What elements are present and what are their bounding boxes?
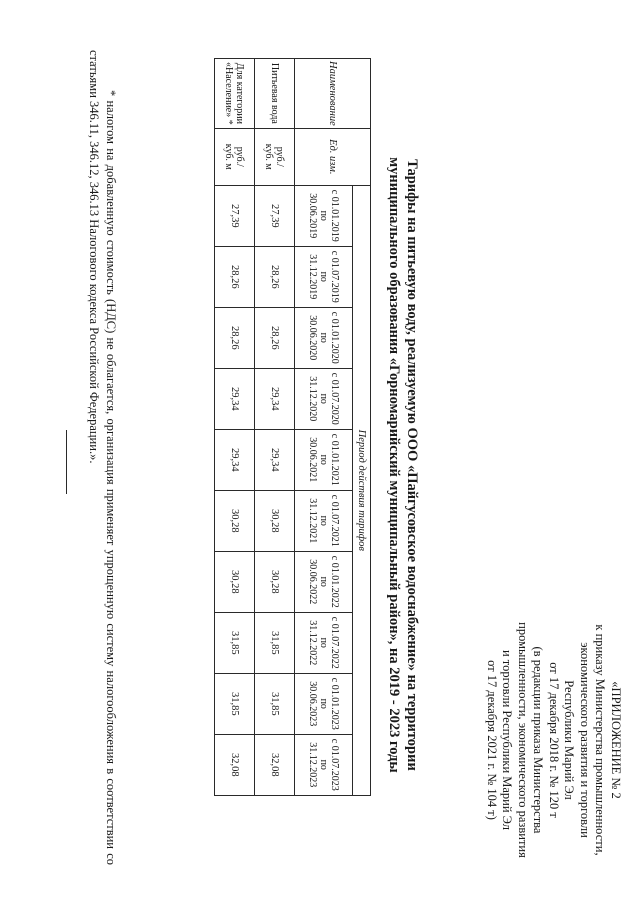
appendix-line: промышленности, экономического развития: [516, 622, 530, 858]
tariff-value: 31,85: [215, 612, 255, 673]
period-cell: с 01.01.2022 по 30.06.2022: [295, 551, 353, 612]
tariff-value: 28,26: [255, 307, 295, 368]
period-cell: с 01.07.2021 по 31.12.2021: [295, 490, 353, 551]
tariff-value: 27,39: [215, 185, 255, 246]
appendix-line: «ПРИЛОЖЕНИЕ № 2: [609, 681, 623, 799]
period-cell: с 01.07.2023 по 31.12.2023: [295, 734, 353, 795]
tariff-value: 28,26: [255, 246, 295, 307]
period-cell: с 01.07.2020 по 31.12.2020: [295, 368, 353, 429]
title-line-2: муниципального образования «Горномарийский муниципальный район», на 2019 - 2023 годы: [386, 157, 402, 773]
tariff-value: 31,85: [255, 673, 295, 734]
row-unit: руб./ куб. м: [215, 128, 255, 185]
row-name: Питьевая вода: [255, 59, 295, 129]
period-cell: с 01.07.2022 по 31.12.2022: [295, 612, 353, 673]
tariff-value: 30,28: [215, 490, 255, 551]
header-period: Период действия тарифов: [353, 185, 371, 795]
row-unit: руб./ куб. м: [255, 128, 295, 185]
tariff-value: 31,85: [255, 612, 295, 673]
period-cell: с 01.07.2019 по 31.12.2019: [295, 246, 353, 307]
tariff-value: 30,28: [255, 551, 295, 612]
tariff-value: 31,85: [215, 673, 255, 734]
tariff-value: 29,34: [215, 368, 255, 429]
footnote-text: * налогом на добавленную стоимость (НДС) не облагается, организация применяет упрощенную систему налогообложения в соответствии со статьями 346.11, 346.12, 346.13 Налогового кодекса Российской Федерации.».: [87, 50, 118, 865]
row-name: Для категории «Население» *: [215, 59, 255, 129]
tariff-value: 28,26: [215, 307, 255, 368]
period-cell: с 01.01.2020 по 30.06.2020: [295, 307, 353, 368]
tariff-value: 30,28: [255, 490, 295, 551]
appendix-line: Республики Марий Эл: [562, 680, 577, 800]
appendix-line: и торговли Республики Марий Эл: [500, 649, 515, 831]
tariff-table: [214, 58, 371, 796]
table-row: [215, 59, 255, 796]
period-cell: с 01.01.2019 по 30.06.2019: [295, 185, 353, 246]
tariff-value: 27,39: [255, 185, 295, 246]
tariff-value: 32,08: [255, 734, 295, 795]
footnote: [85, 50, 119, 865]
document-title: [385, 70, 421, 860]
tariff-value: 32,08: [215, 734, 255, 795]
header-name: Наименование: [295, 59, 371, 129]
appendix-line: от 17 декабря 2021 г. № 104 т): [485, 660, 499, 820]
period-cell: с 01.01.2021 по 30.06.2021: [295, 429, 353, 490]
appendix-line: (в редакции приказа Министерства: [531, 646, 546, 834]
table-row: [255, 59, 295, 796]
appendix-header: [484, 600, 624, 880]
header-unit: Ед. изм.: [295, 128, 371, 185]
appendix-line: к приказу Министерства промышленности,: [593, 624, 608, 856]
tariff-value: 30,28: [215, 551, 255, 612]
divider-line: [66, 430, 67, 494]
period-cell: с 01.01.2023 по 30.06.2023: [295, 673, 353, 734]
appendix-line: от 17 декабря 2018 г. № 120 т: [547, 662, 561, 818]
tariff-value: 29,34: [215, 429, 255, 490]
title-line-1: Тарифы на питьевую воду, реализуемую ООО «Пайгусовское водоснабжение» на территории: [404, 159, 420, 771]
tariff-value: 29,34: [255, 368, 295, 429]
tariff-value: 28,26: [215, 246, 255, 307]
appendix-line: экономического развития и торговли: [578, 642, 592, 838]
tariff-value: 29,34: [255, 429, 295, 490]
